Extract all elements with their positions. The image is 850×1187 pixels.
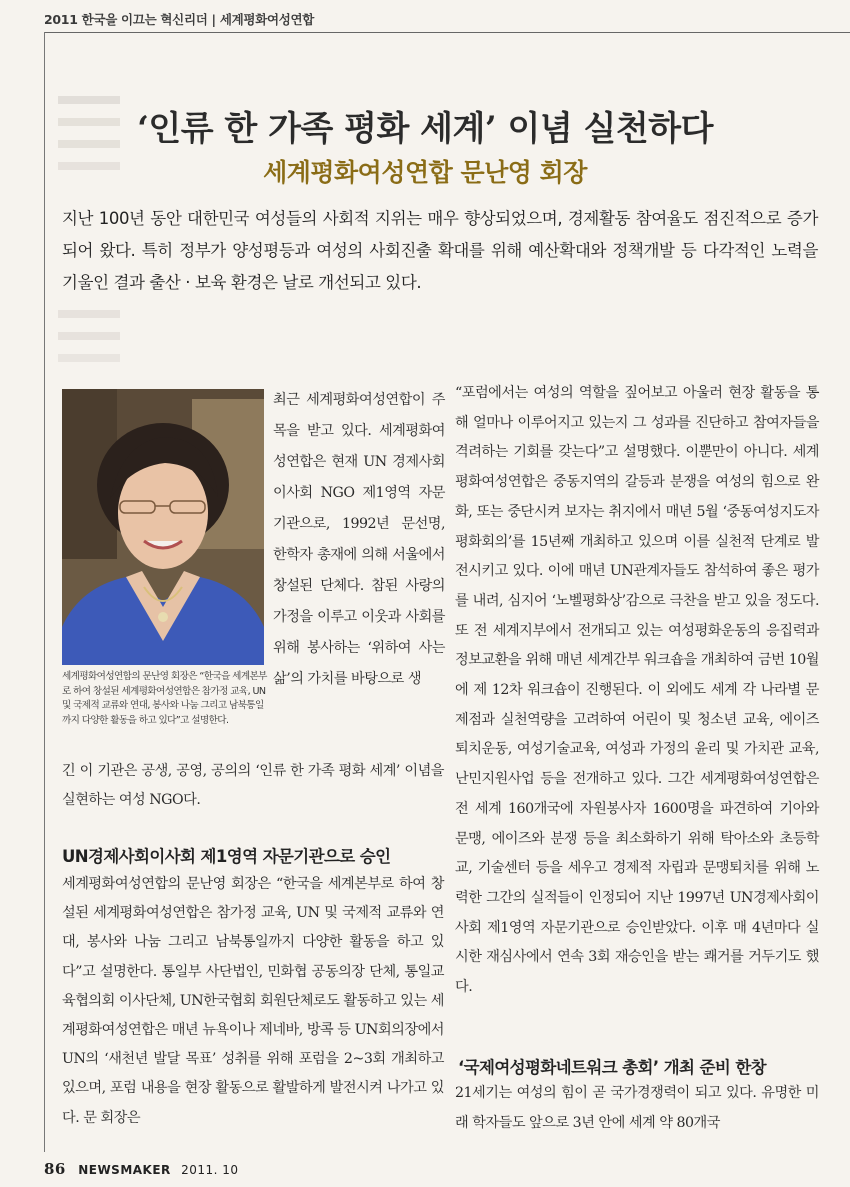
issue-date: 2011. 10 xyxy=(181,1163,239,1177)
page-number: 86 xyxy=(44,1160,66,1178)
section-heading-un-approval: UN경제사회이사회 제1영역 자문기관으로 승인 xyxy=(62,847,391,866)
bleed-through-left-2 xyxy=(58,300,120,380)
intro-continued-text: 긴 이 기관은 공생, 공영, 공의의 ‘인류 한 가족 평화 세계’ 이념을 실현하는 여성 NGO다. xyxy=(62,763,444,808)
section-header: 2011 한국을 이끄는 혁신리더 | 세계평화여성연합 xyxy=(44,12,315,27)
article-subtitle: 세계평화여성연합 문난영 회장 xyxy=(263,157,587,187)
section-heading-network-assembly: ‘국제여성평화네트워크 총회’ 개최 준비 한창 xyxy=(458,1058,767,1077)
intro-wrap-text: 최근 세계평화여성연합이 주목을 받고 있다. 세계평화여성연합은 현재 UN 경제사회이사회 NGO 제1영역 자문기관으로, 1992년 문선명, 한학자 총재에 의해 서울에서 창설된 단체다. 참된 사랑의 가정을 이루고 이웃과 사회를 위해 봉사하는 ‘위하여 사는 삶’의 가치를 바탕으로 생 xyxy=(273,392,445,687)
portrait-photo xyxy=(62,389,264,665)
section2-body: 21세기는 여성의 힘이 곧 국가경쟁력이 되고 있다. 유명한 미래 학자들도 앞으로 3년 안에 세계 약 80개국 xyxy=(455,1085,819,1131)
article-title: ‘인류 한 가족 평화 세계’ 이념 실천하다 xyxy=(137,108,713,149)
magazine-name: NEWSMAKER xyxy=(78,1163,171,1177)
portrait-illustration xyxy=(62,389,264,665)
right-column-body: “포럼에서는 여성의 역할을 짚어보고 아울러 현장 활동을 통해 얼마나 이루어지고 있는지 그 성과를 진단하고 참여자들을 격려하는 기회를 갖는다”고 설명했다. 이뿐만이 아니다. 세계평화여성연합은 중동지역의 갈등과 분쟁을 여성의 힘으로 완화, 또는 중단시켜 보자는 취지에서 매년 5월 ‘중동여성지도자 평화회의’를 15년째 개최하고 있으며 이를 실천적 단계로 발전시키고 있다. 이에 매년 UN관계자들도 참석하여 좋은 평가를 내려, 심지어 ‘노벨평화상’감으로 극찬을 받고 있을 정도다. 또 전 세계지부에서 전개되고 있는 여성평화운동의 응집력과 정보교환을 위해 매년 세계간부 워크숍을 개최하여 금번 10월에 제 12차 워크숍이 진행된다. 이 외에도 세계 각 나라별 문제점과 실천역량을 고려하여 어린이 및 청소년 교육, 에이즈 퇴치운동, 여성기술교육, 여성과 가정의 윤리 및 가치관 교육, 난민지원사업 등을 전개하고 있다. 그간 세계평화여성연합은 전 세계 160개국에 자원봉사자 1600명을 파견하여 기아와 문맹, 에이즈와 분쟁 등을 최소화하기 위해 탁아소와 초등학교, 기술센터 등을 세우고 경제적 자립과 문맹퇴치를 위해 노력한 그간의 실적들이 인정되어 지난 1997년 UN경제사회이사회 제1영역 자문기관으로 승인받았다. 이후 매 4년마다 실시한 재심사에서 연속 3회 재승인을 받는 쾌거를 거두기도 했다. xyxy=(455,385,819,996)
section1-body: 세계평화여성연합의 문난영 회장은 “한국을 세계본부로 하여 창설된 세계평화여성연합은 참가정 교육, UN 및 국제적 교류와 연대, 봉사와 나눔 그리고 남북통일까지 다양한 활동을 하고 있다”고 설명한다. 통일부 사단법인, 민화협 공동의장 단체, 통일교육협의회 이사단체, UN한국협회 회원단체로도 활동하고 있는 세계평화여성연합은 매년 뉴욕이나 제네바, 방콕 등 UN회의장에서 UN의 ‘새천년 발달 목표’ 성취를 위해 포럼을 2~3회 개최하고 있으며, 포럼 내용을 현장 활동으로 활발하게 발전시켜 나가고 있다. 문 회장은 xyxy=(62,876,444,1126)
photo-caption: 세계평화여성연합의 문난영 회장은 “한국을 세계본부로 하여 창설된 세계평화여성연합은 참가정 교육, UN 및 국제적 교류와 연대, 봉사와 나눔 그리고 남북통일까지 다양한 활동을 하고 있다”고 설명한다. xyxy=(62,671,267,726)
vertical-rule xyxy=(44,32,45,1152)
page-footer xyxy=(44,1160,239,1178)
header-rule xyxy=(44,32,850,33)
lead-paragraph: 지난 100년 동안 대한민국 여성들의 사회적 지위는 매우 향상되었으며, 경제활동 참여율도 점진적으로 증가되어 왔다. 특히 정부가 양성평등과 여성의 사회진출 확대를 위해 예산확대와 정책개발 등 다각적인 노력을 기울인 결과 출산 · 보육 환경은 날로 개선되고 있다. xyxy=(62,209,818,292)
